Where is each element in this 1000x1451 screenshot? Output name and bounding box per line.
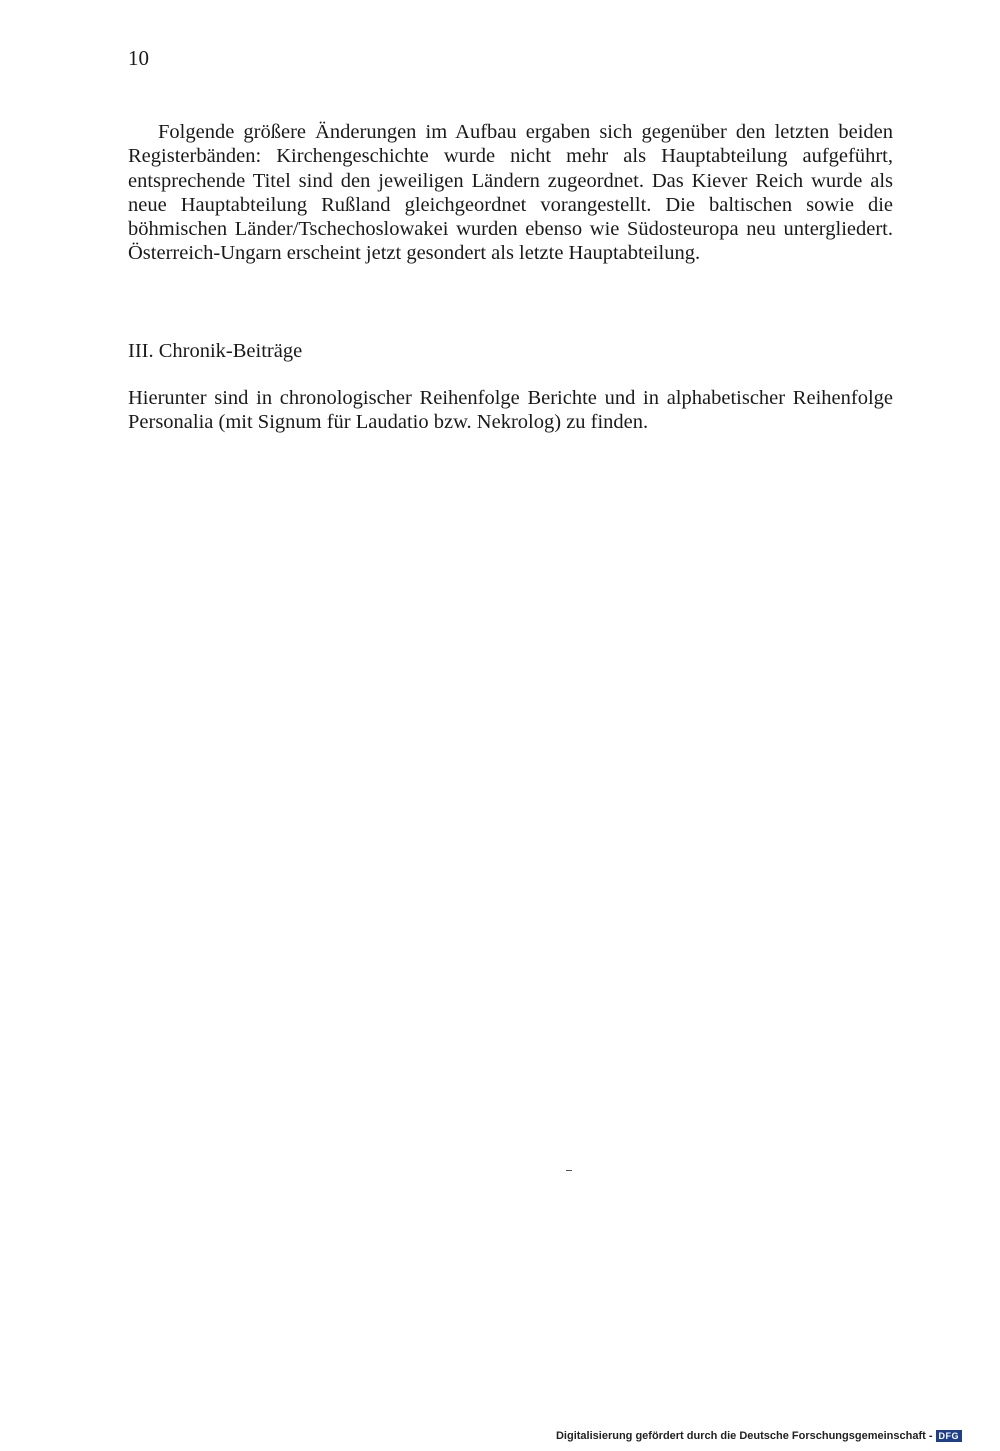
intro-paragraph: Folgende größere Änderungen im Aufbau ergaben sich gegenüber den letzten beiden Registerbänden: Kirchengeschichte wurde nicht mehr als Hauptabteilung aufgeführt, entsprechende Titel sind den jeweiligen Ländern zugeordnet. Das Kiever Reich wurde als neue Hauptabteilung Rußland gleichgeordnet vorangestellt. Die baltischen sowie die böhmischen Länder/Tschechoslowakei wurden ebenso wie Südosteuropa neu untergliedert. Österreich-Ungarn erscheint jetzt gesondert als letzte Hauptabteilung. — [128, 121, 893, 265]
dfg-logo: DFG — [936, 1430, 963, 1442]
footer-credit-text: Digitalisierung gefördert durch die Deutsche Forschungsgemeinschaft - — [555, 1430, 933, 1442]
page-number: 10 — [128, 46, 149, 70]
footer-credit — [556, 1430, 962, 1442]
section-heading: III. Chronik-Beiträge — [128, 340, 303, 362]
scan-speck — [566, 1170, 572, 1171]
section-paragraph: Hierunter sind in chronologischer Reihenfolge Berichte und in alphabetischer Reihenfolge Personalia (mit Signum für Laudatio bzw. Nekrolog) zu finden. — [128, 387, 893, 434]
